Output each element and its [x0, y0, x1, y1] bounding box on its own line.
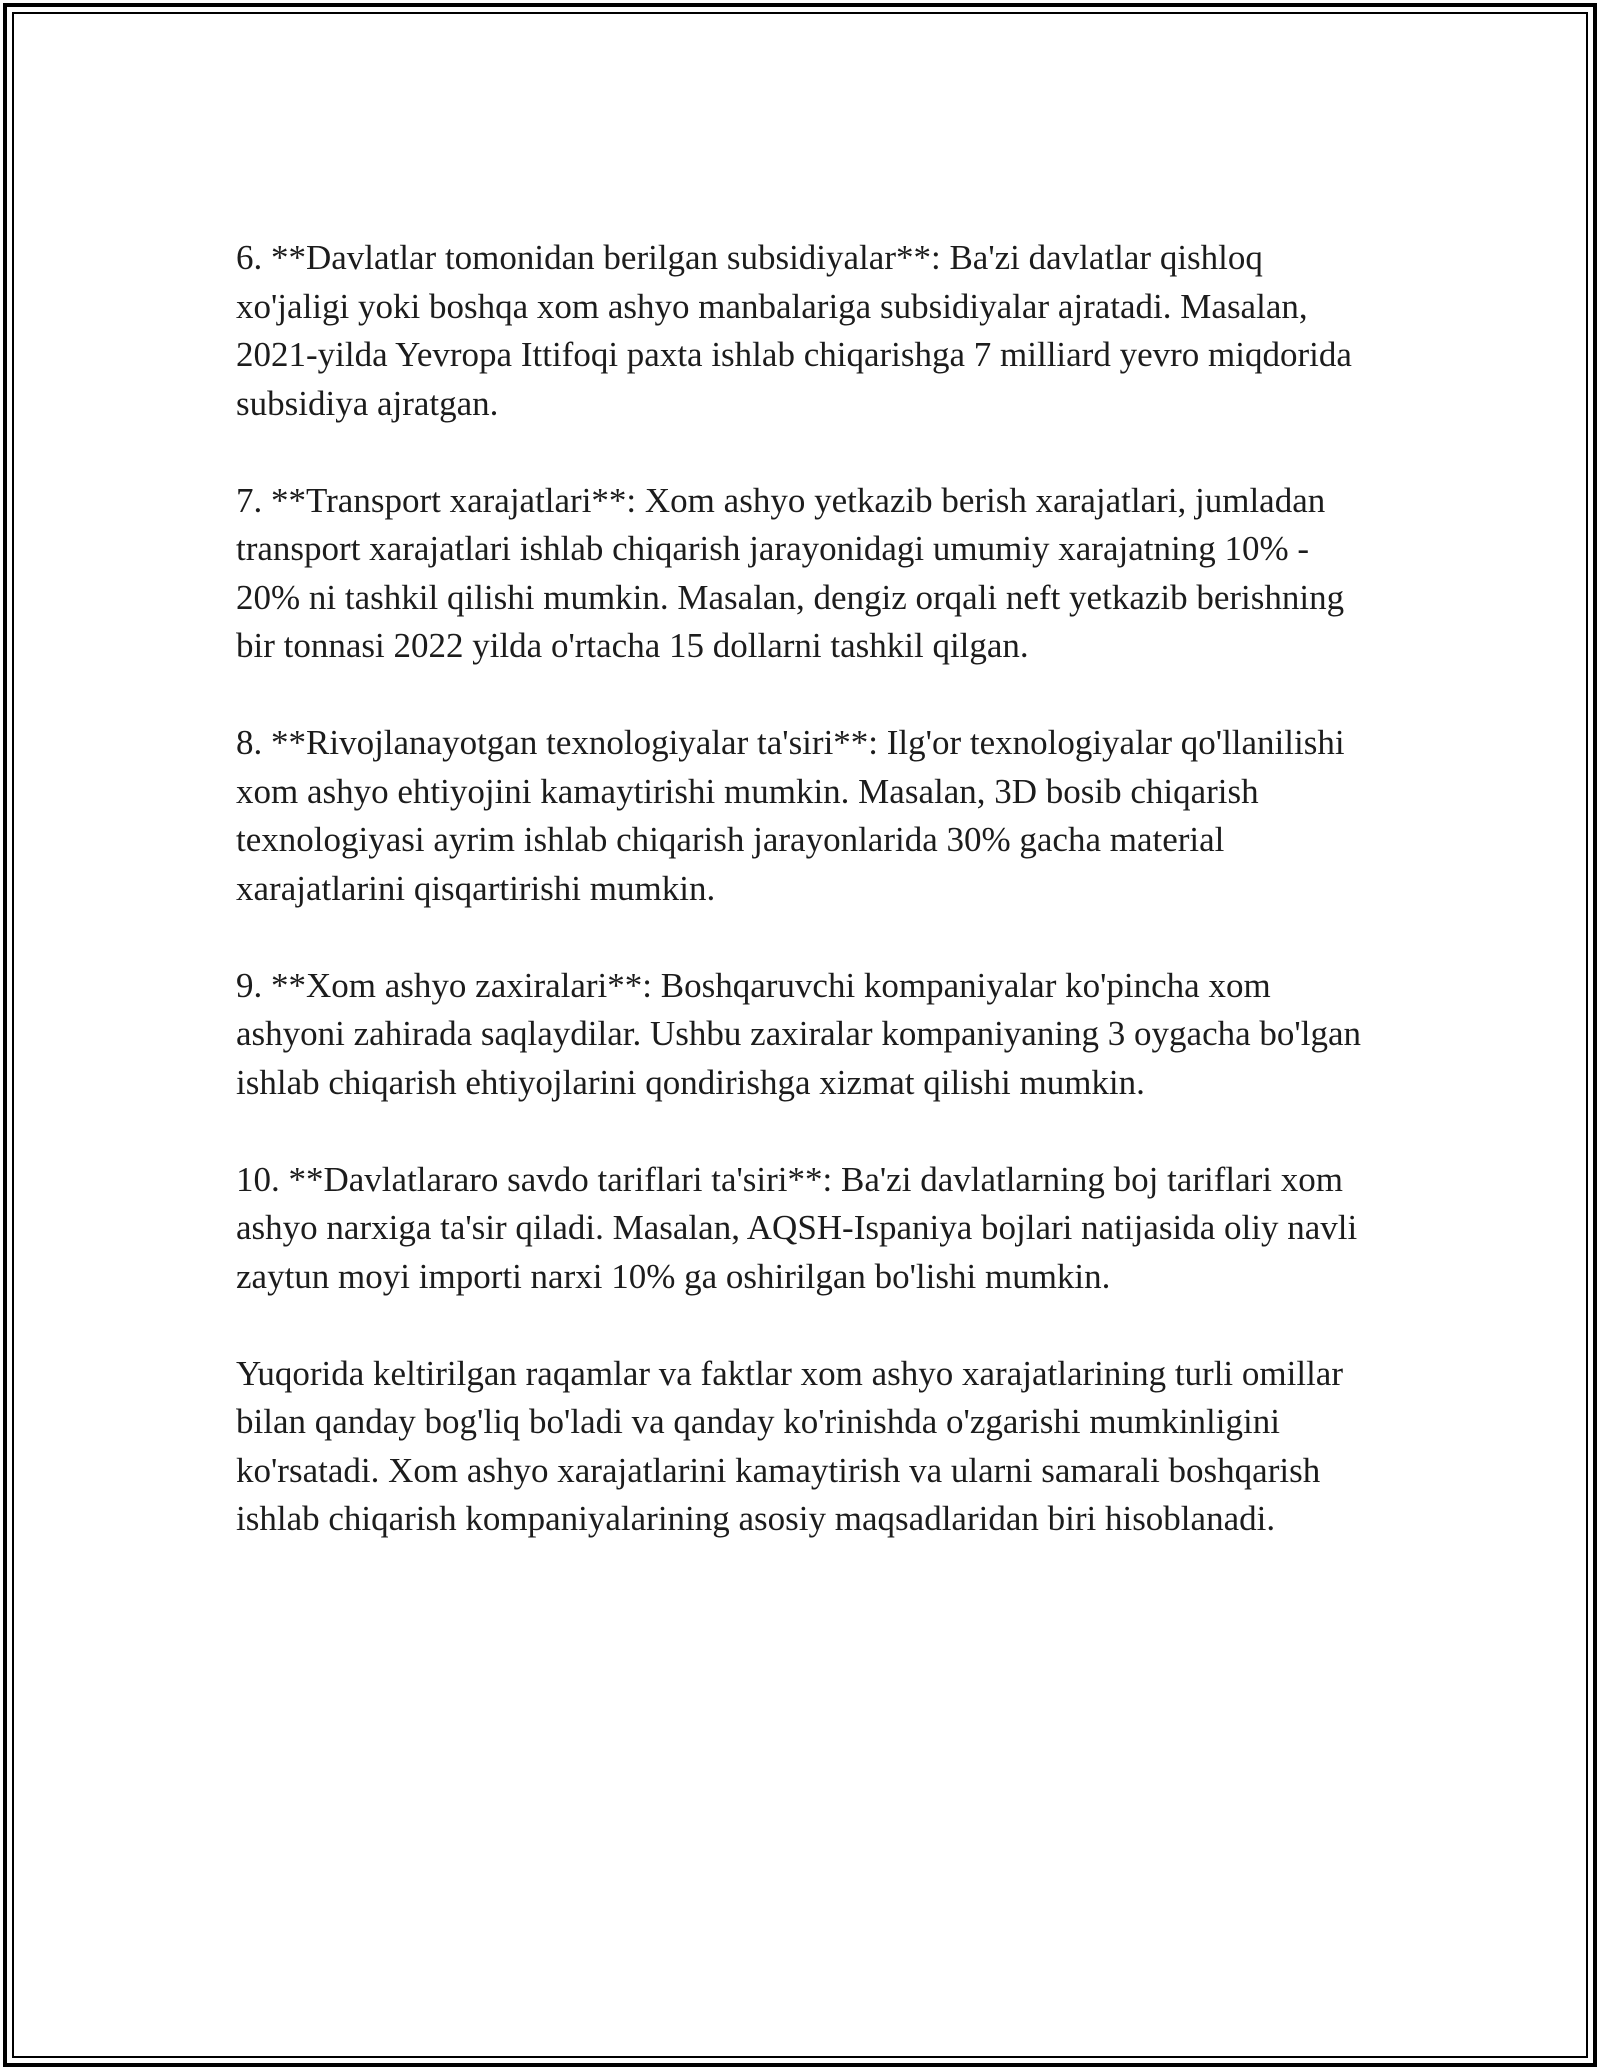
paragraph-subsidies: 6. **Davlatlar tomonidan berilgan subsidiyalar**: Ba'zi davlatlar qishloq xo'jaligi yoki boshqa xom ashyo manbalariga subsidiyalar ajratadi. Masalan, 2021-yilda Yevropa Ittifoqi paxta ishlab chiqarishga 7 milliard yevro miqdorida subsidiya ajratgan.	[236, 238, 1352, 423]
paragraph-tariffs: 10. **Davlatlararo savdo tariflari ta'siri**: Ba'zi davlatlarning boj tariflari xom ashyo narxiga ta'sir qiladi. Masalan, AQSH-Ispaniya bojlari natijasida oliy navli zaytun moyi importi narxi 10% ga oshirilgan bo'lishi mumkin.	[236, 1159, 1358, 1296]
paragraph-conclusion: Yuqorida keltirilgan raqamlar va faktlar xom ashyo xarajatlarining turli omillar bilan qanday bog'liq bo'ladi va qanday ko'rinishda o'zgarishi mumkinligini ko'rsatadi. Xom ashyo xarajatlarini kamaytirish va ularni samarali boshqarish ishlab chiqarish kompaniyalarining asosiy maqsadlaridan biri hisoblanadi.	[236, 1353, 1343, 1538]
paragraph-technologies: 8. **Rivojlanayotgan texnologiyalar ta'siri**: Ilg'or texnologiyalar qo'llanilishi xom ashyo ehtiyojini kamaytirishi mumkin. Masalan, 3D bosib chiqarish texnologiyasi ayrim ishlab chiqarish jarayonlarida 30% gacha material xarajatlarini qisqartirishi mumkin.	[236, 723, 1345, 908]
document-body	[236, 234, 1376, 1592]
paragraph-reserves: 9. **Xom ashyo zaxiralari**: Boshqaruvchi kompaniyalar ko'pincha xom ashyoni zahirada saqlaydilar. Ushbu zaxiralar kompaniyaning 3 oygacha bo'lgan ishlab chiqarish ehtiyojlarini qondirishga xizmat qilishi mumkin.	[236, 965, 1361, 1102]
paragraph-transport-costs: 7. **Transport xarajatlari**: Xom ashyo yetkazib berish xarajatlari, jumladan transport xarajatlari ishlab chiqarish jarayonidagi umumiy xarajatning 10% - 20% ni tashkil qilishi mumkin. Masalan, dengiz orqali neft yetkazib berishning bir tonnasi 2022 yilda o'rtacha 15 dollarni tashkil qilgan.	[236, 480, 1345, 665]
